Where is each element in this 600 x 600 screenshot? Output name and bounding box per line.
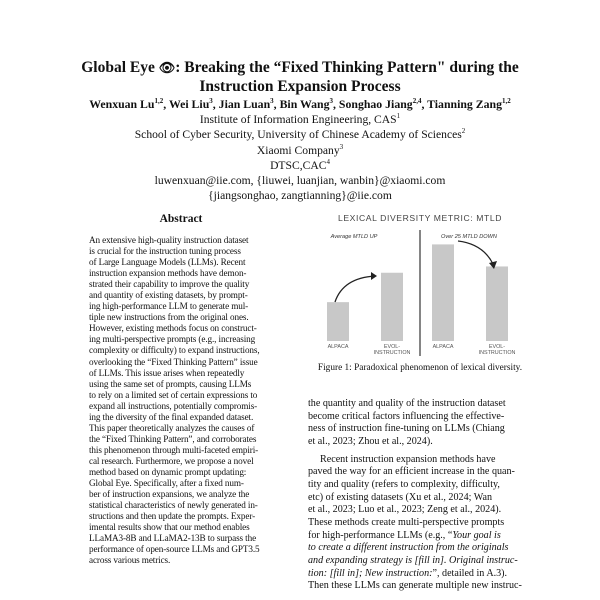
text-line: et al., 2023; Luo et al., 2023; Zeng et al., 2024). (308, 504, 502, 516)
abstract-line: expand all instructions, potentially compromis- (89, 400, 258, 411)
x-tick-label: EVOL-INSTRUCTION (373, 344, 411, 356)
abstract-line: However, existing methods focus on construct- (89, 323, 257, 334)
abstract-line: statistical characteristics of newly generated in- (89, 500, 258, 511)
abstract-line: Global Eye. Specifically, after a fixed num- (89, 478, 244, 489)
text-line: paved the way for an efficient increase in the quan- (308, 466, 515, 478)
bar (381, 273, 403, 341)
x-tick-label: ALPACA (432, 344, 454, 350)
text-line: become critical factors influencing the effective- (308, 410, 505, 422)
author: Jian Luan$^3$ (218, 97, 274, 111)
text-line: to create a different instruction from the originals (308, 542, 509, 554)
text-line: and expanding strategy is [fill in]. Original instruc- (308, 554, 518, 566)
x-tick-label: EVOL-INSTRUCTION (478, 344, 516, 356)
abstract-line: This paper theoretically analyzes the causes of (89, 422, 255, 433)
abstract-body (89, 235, 273, 566)
text-line: Recent instruction expansion methods have (320, 453, 496, 465)
abstract-line: method based on dynamic prompt updating: (89, 466, 247, 477)
author: Tianning Zang$^{1,2}$ (427, 97, 511, 111)
abstract-line: the “Fixed Thinking Pattern”, and corroborates (89, 433, 257, 444)
text-line: tion: [fill in]; New instruction:”, detailed in A.3). (308, 567, 508, 579)
figure-caption: Figure 1: Paradoxical phenomenon of lexical diversity. (317, 363, 523, 373)
text-line: tity and quality (refers to complexity, difficulty, (308, 478, 500, 490)
affiliation: School of Cyber Security, University of Chinese Academy of Sciences$^2$ (134, 127, 466, 142)
abstract-line: strated their capability to improve the quality (89, 279, 250, 290)
author: Wenxuan Lu$^{1,2}$ (89, 97, 164, 111)
abstract-line: imental results show that our method enables (89, 522, 250, 533)
chart-title: LEXICAL DIVERSITY METRIC: MTLD (337, 213, 503, 223)
abstract-line: ing the diversity of the final expanded dataset. (89, 411, 254, 422)
abstract-line: of Large Language Models (LLMs). Recent (89, 257, 246, 268)
arrow-up (335, 276, 375, 302)
abstract-line: LLaMA3-8B and LLaMA2-13B to surpass the (89, 533, 257, 544)
abstract-line: tiple new instructions from the original ones. (89, 312, 249, 323)
abstract-line: ber of instruction expansions, we analyze the (89, 489, 250, 500)
abstract-line: An extensive high-quality instruction dataset (89, 235, 249, 245)
abstract-line: complexity or difficulty) to expand instructions, (89, 345, 260, 356)
abstract-line: of LLMs. This issue arises when repeatedly (89, 367, 245, 378)
email-line: luwenxuan@iie.com, {liuwei, luanjian, wanbin}@xiaomi.com (154, 174, 446, 188)
email-line: {jiangsonghao, zangtianning}@iie.com (208, 189, 392, 203)
abstract-line: using the same set of prompts, causing LLMs (89, 378, 252, 389)
bar (432, 244, 454, 341)
abstract-line: to rely on a limited set of certain expressions to (89, 389, 258, 400)
body-text-right (308, 398, 534, 593)
abstract-line: ing multi-perspective prompts (e.g., increasing (89, 334, 256, 345)
abstract-line: structions and then update the prompts. Exper- (89, 511, 256, 522)
author: Songhao Jiang$^{2,4}$ (338, 97, 422, 111)
author: Wei Liu$^3$ (168, 97, 213, 111)
paragraph-1 (308, 398, 534, 449)
x-tick-label: ALPACA (327, 344, 349, 350)
abstract-line: is crucial for the instruction tuning process (89, 246, 241, 257)
author-list: Wenxuan Lu$^{1,2}$, Wei Liu$^3$, Jian Luan$^3$, Bin Wang$^3$, Songhao Jiang$^{2,4}$, Tianning Zang$^{1,2}$ (89, 97, 511, 111)
abstract-line: this phenomenon through multi-faceted empiri- (89, 444, 259, 455)
bar (327, 302, 349, 341)
mtld-chart (305, 208, 535, 358)
affiliation: DTSC,CAC$^4$ (270, 158, 330, 172)
text-line: These methods create multi-perspective prompts (308, 516, 505, 528)
eye-icon: 👁 (158, 60, 176, 75)
abstract-line: overlooking the “Fixed Thinking Pattern” issue (89, 356, 258, 367)
title-line-1: Global Eye 👁: Breaking the “Fixed Thinking Pattern" during the (81, 59, 519, 76)
abstract-line: cal research. Furthermore, we propose a novel (89, 455, 254, 466)
author: Bin Wang$^3$ (279, 97, 334, 111)
title-line-2: Instruction Expansion Process (199, 78, 401, 95)
arrow-up-head (371, 272, 377, 280)
abstract-line: and quantity of existing datasets, by prompt- (89, 290, 248, 301)
annotation-down: Over 25 MTLD DOWN (441, 234, 497, 240)
text-line: ness of instruction fine-tuning on LLMs (Chiang (308, 423, 505, 435)
affiliation: Institute of Information Engineering, CAS$^1$ (199, 112, 401, 126)
paper-title (40, 58, 560, 96)
text-line: for high-performance LLMs (e.g., “Your goal is (308, 529, 501, 541)
abstract-heading: Abstract (159, 213, 203, 225)
arrow-down (458, 241, 493, 264)
text-line: et al., 2023; Zhou et al., 2024). (308, 435, 433, 447)
text-line: the quantity and quality of the instruction dataset (308, 398, 506, 409)
abstract-line: instruction expansion methods have demon- (89, 268, 247, 279)
paragraph-2 (308, 454, 534, 543)
affiliations (40, 112, 560, 204)
text-line: Then these LLMs can generate multiple new instruc- (308, 580, 522, 592)
abstract-line: across various metrics. (89, 555, 171, 566)
affiliation: Xiaomi Company$^3$ (256, 142, 344, 157)
annotation-up: Average MTLD UP (330, 234, 378, 240)
abstract-line: performance of open-source LLMs and GPT3.5 (89, 544, 260, 555)
text-line: etc) of existing datasets (Xu et al., 2024; Wan (308, 491, 493, 503)
bar (486, 266, 508, 341)
abstract-line: ing high-performance LLM to generate mul- (89, 301, 249, 312)
